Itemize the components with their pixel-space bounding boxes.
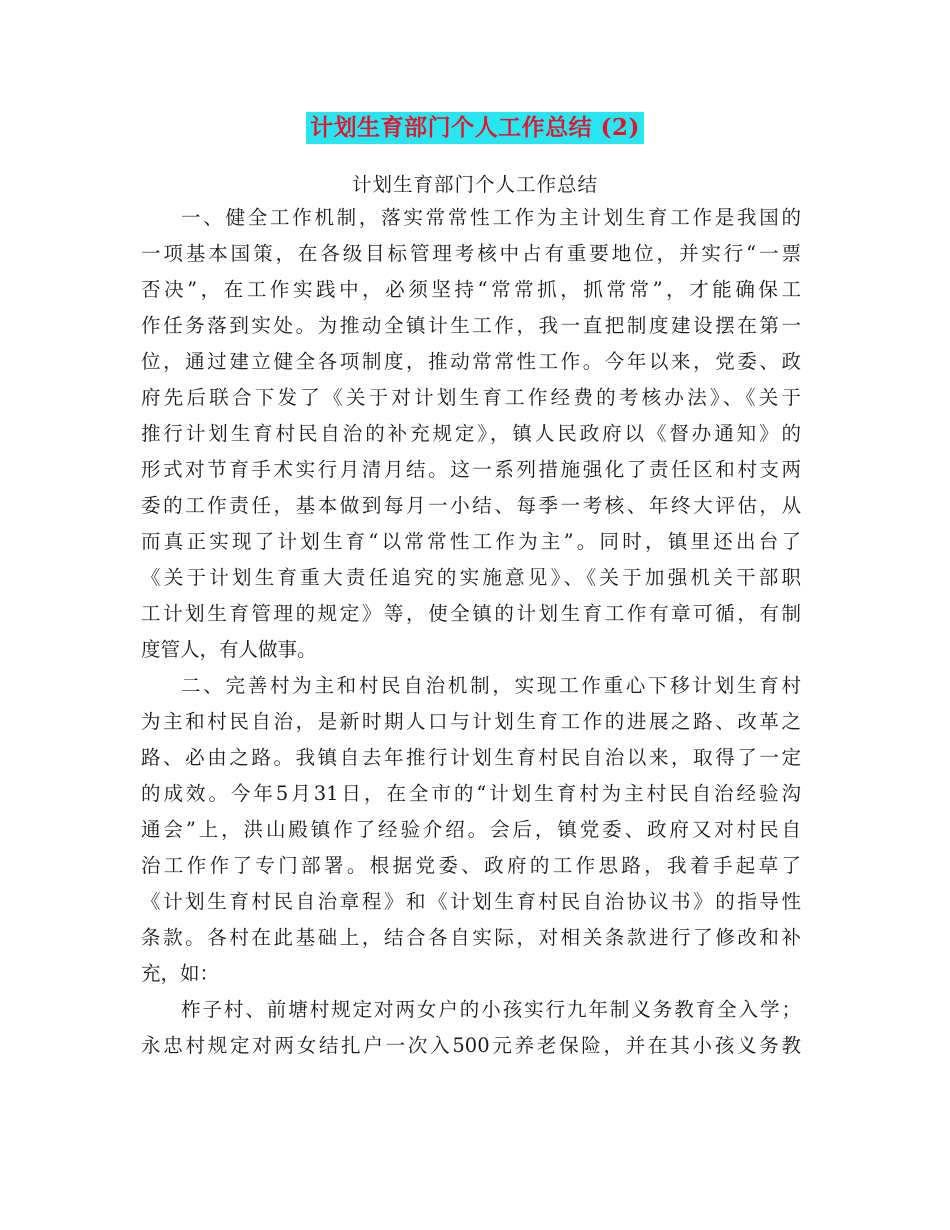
body-text-line: 一项基本国策，在各级目标管理考核中占有重要地位，并实行“一票 — [141, 242, 801, 265]
body-text-line: 二、完善村为主和村民自治机制，实现工作重心下移计划生育村 — [181, 674, 801, 697]
body-text-line: 工计划生育管理的规定》等，使全镇的计划生育工作有章可循，有制 — [141, 602, 801, 625]
document-title: 计划生育部门个人工作总结 (2) — [306, 112, 644, 144]
body-text-line: 否决”，在工作实践中，必须坚持“常常抓，抓常常”，才能确保工 — [141, 278, 801, 301]
title-wrap — [0, 112, 950, 144]
body-text-line: 为主和村民自治，是新时期人口与计划生育工作的进展之路、改革之 — [141, 710, 801, 733]
body-text-line: 《计划生育村民自治章程》和《计划生育村民自治协议书》的指导性 — [141, 890, 801, 913]
body-text-line: 度管人，有人做事。 — [141, 638, 317, 661]
body-text-line: 位，通过建立健全各项制度，推动常常性工作。今年以来，党委、政 — [141, 350, 801, 373]
body-text-line: 充，如： — [141, 962, 220, 985]
body-text-line: 条款。各村在此基础上，结合各自实际，对相关条款进行了修改和补 — [141, 926, 801, 949]
body-text-line: 而真正实现了计划生育“以常常性工作为主”。同时，镇里还出台了 — [141, 530, 801, 553]
body-text-line: 通会”上，洪山殿镇作了经验介绍。会后，镇党委、政府又对村民自 — [141, 818, 801, 841]
body-text-line: 治工作作了专门部署。根据党委、政府的工作思路，我着手起草了 — [141, 854, 801, 877]
body-text-line: 形式对节育手术实行月清月结。这一系列措施强化了责任区和村支两 — [141, 458, 801, 481]
body-text-line: 一、健全工作机制，落实常常性工作为主计划生育工作是我国的 — [181, 206, 801, 229]
body-text-line: 永忠村规定对两女结扎户一次入500元养老保险，并在其小孩义务教 — [141, 1034, 801, 1057]
body-text-line: 推行计划生育村民自治的补充规定》，镇人民政府以《督办通知》的 — [141, 422, 801, 445]
body-text-line: 路、必由之路。我镇自去年推行计划生育村民自治以来，取得了一定 — [141, 746, 801, 769]
body-text-line: 《关于计划生育重大责任追究的实施意见》、《关于加强机关干部职 — [141, 566, 801, 589]
body-text-line: 委的工作责任，基本做到每月一小结、每季一考核、年终大评估，从 — [141, 494, 801, 517]
document-body — [141, 200, 801, 1064]
body-text-line: 府先后联合下发了《关于对计划生育工作经费的考核办法》、《关于 — [141, 386, 801, 409]
body-text-line: 作任务落到实处。为推动全镇计生工作，我一直把制度建设摆在第一 — [141, 314, 801, 337]
body-text-line: 的成效。今年5月31日，在全市的“计划生育村为主村民自治经验沟 — [141, 782, 801, 805]
body-text-line: 柞子村、前塘村规定对两女户的小孩实行九年制义务教育全入学； — [181, 998, 801, 1021]
document-subtitle: 计划生育部门个人工作总结 — [351, 173, 598, 196]
